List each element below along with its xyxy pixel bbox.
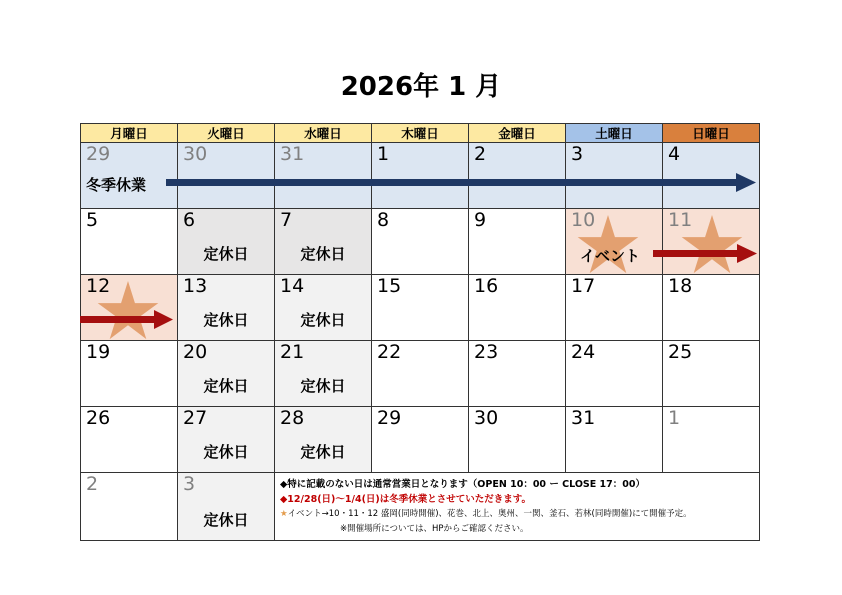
day-cell	[662, 208, 760, 275]
note-event	[280, 507, 692, 522]
day-number: 1	[668, 407, 681, 429]
day-number: 23	[474, 341, 499, 363]
day-number: 19	[86, 341, 111, 363]
day-number: 27	[183, 407, 208, 429]
day-number: 17	[571, 275, 596, 297]
weekday-header-fri: 金曜日	[468, 123, 566, 143]
day-number: 16	[474, 275, 499, 297]
day-number: 31	[571, 407, 596, 429]
day-cell	[565, 274, 663, 341]
day-number: 30	[183, 143, 208, 165]
day-cell	[468, 340, 566, 407]
note-event-text: イベント→10・11・12 盛岡(同時開催)、花巻、北上、奥州、一関、釜石、若林(同時開催)にて開催予定。	[287, 509, 692, 519]
day-cell	[177, 406, 275, 473]
day-number: 22	[377, 341, 402, 363]
day-cell	[274, 340, 372, 407]
event-arrow	[80, 310, 176, 330]
event-arrow	[653, 244, 760, 264]
day-cell	[177, 274, 275, 341]
day-number: 11	[668, 209, 693, 231]
day-cell	[80, 406, 178, 473]
star-icon: ★	[280, 509, 288, 519]
day-number: 1	[377, 143, 390, 165]
day-cell	[371, 406, 469, 473]
note-venue: ※開催場所については、HPからご確認ください。	[340, 524, 529, 534]
day-cell	[177, 472, 275, 541]
day-number: 15	[377, 275, 402, 297]
day-number: 26	[86, 407, 111, 429]
day-number: 21	[280, 341, 305, 363]
event-label: イベント	[580, 247, 641, 265]
day-cell	[274, 208, 372, 275]
day-cell	[371, 274, 469, 341]
day-cell	[565, 340, 663, 407]
day-cell	[177, 340, 275, 407]
day-number: 24	[571, 341, 596, 363]
winter-closure-label: 冬季休業	[86, 176, 147, 194]
day-number: 29	[377, 407, 402, 429]
notes	[280, 477, 692, 537]
note-winter-closure: ◆12/28(日)～1/4(日)は冬季休業とさせていただきます。	[280, 494, 532, 505]
weekday-header-wed: 水曜日	[274, 123, 372, 143]
day-number: 2	[86, 473, 99, 495]
winter-closure-arrow	[166, 173, 760, 193]
day-number: 30	[474, 407, 499, 429]
day-number: 2	[474, 143, 487, 165]
day-number: 20	[183, 341, 208, 363]
day-cell	[80, 472, 178, 541]
day-number: 10	[571, 209, 596, 231]
day-cell	[274, 274, 372, 341]
day-cell	[80, 274, 178, 341]
closed-label: 定休日	[300, 443, 346, 461]
day-number: 6	[183, 209, 196, 231]
page-title: 2026年 1 月	[340, 72, 502, 102]
day-cell	[80, 208, 178, 275]
day-cell	[468, 274, 566, 341]
closed-label: 定休日	[203, 311, 249, 329]
closed-label: 定休日	[300, 311, 346, 329]
weekday-header-tue: 火曜日	[177, 123, 275, 143]
day-cell	[371, 208, 469, 275]
day-number: 9	[474, 209, 487, 231]
closed-label: 定休日	[300, 377, 346, 395]
notes-cell	[274, 472, 760, 541]
day-number: 25	[668, 341, 693, 363]
day-cell	[177, 208, 275, 275]
day-cell	[662, 340, 760, 407]
closed-label: 定休日	[203, 377, 249, 395]
day-number: 12	[86, 275, 111, 297]
day-number: 31	[280, 143, 305, 165]
day-number: 13	[183, 275, 208, 297]
day-number: 14	[280, 275, 305, 297]
closed-label: 定休日	[203, 511, 249, 529]
day-number: 18	[668, 275, 693, 297]
day-number: 8	[377, 209, 390, 231]
day-cell	[80, 340, 178, 407]
closed-label: 定休日	[300, 245, 346, 263]
note-business-hours: ◆特に記載のない日は通常営業日となります（OPEN 10：00 ー CLOSE 17：00）	[280, 479, 645, 490]
day-number: 3	[183, 473, 196, 495]
day-cell	[662, 406, 760, 473]
day-cell	[468, 208, 566, 275]
day-number: 4	[668, 143, 681, 165]
calendar-grid	[80, 123, 760, 541]
day-cell	[565, 406, 663, 473]
day-cell	[371, 340, 469, 407]
weekday-header-mon: 月曜日	[80, 123, 178, 143]
day-cell	[468, 406, 566, 473]
day-number: 29	[86, 143, 111, 165]
weekday-header-sun: 日曜日	[662, 123, 760, 143]
day-number: 5	[86, 209, 99, 231]
weekday-header-sat: 土曜日	[565, 123, 663, 143]
day-cell	[662, 274, 760, 341]
closed-label: 定休日	[203, 245, 249, 263]
day-number: 7	[280, 209, 293, 231]
closed-label: 定休日	[203, 443, 249, 461]
day-cell	[274, 406, 372, 473]
day-number: 28	[280, 407, 305, 429]
weekday-header-thu: 木曜日	[371, 123, 469, 143]
day-number: 3	[571, 143, 584, 165]
